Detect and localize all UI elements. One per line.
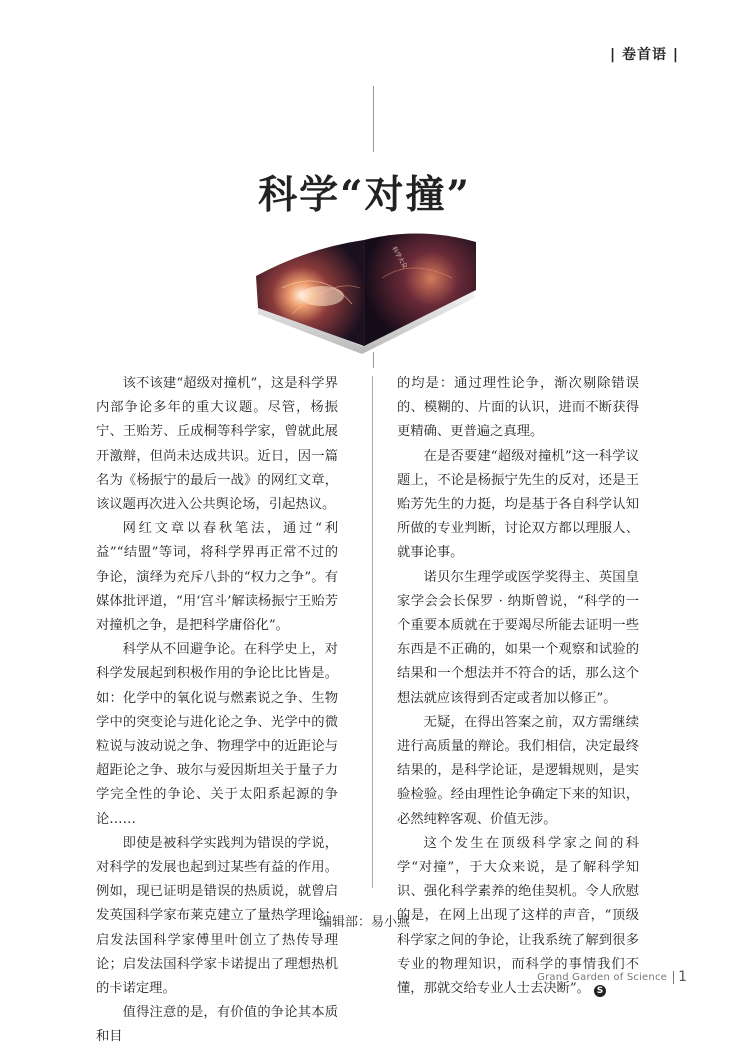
- section-tag: | 卷首语 |: [610, 47, 679, 63]
- paragraph: 即使是被科学实践判为错误的学说，对科学的发展也起到过某些有益的作用。例如，现已证明是错误的热质说，就曾启发英国科学家布莱克建立了量热学理论；启发法国科学家傅里叶创立了热传导理论；启发法国科学家卡诺提出了理想热机的卡诺定理。: [96, 835, 338, 997]
- article-title: 科学“对撞”: [258, 172, 471, 218]
- paragraph: 网红文章以春秋笔法，通过“利益”“结盟”等词，将科学界再正常不过的争论，演绎为充斥八卦的“权力之争”。有媒体批评道，“用‘宫斗’解读杨振宁王贻芳对撞机之争，是把科学庸俗化”。: [96, 521, 338, 634]
- column-separator: [372, 376, 373, 888]
- paragraph: 科学从不回避争论。在科学史上，对科学发展起到积极作用的争论比比皆是。如：化学中的氧化说与燃素说之争、生物学中的突变论与进化论之争、光学中的微粒说与波动说之争、物理学中的近距论与超距论之争、玻尔与爱因斯坦关于量子力学完全性的争论、关于太阳系起源的争论……: [96, 642, 338, 827]
- page-number: 1: [678, 969, 687, 985]
- vertical-rule-top: [373, 86, 374, 152]
- paragraph: 该不该建“超级对撞机”，这是科学界内部争论多年的重大议题。尽管，杨振宁、王贻芳、丘成桐等科学家，曾就此展开激辩，但尚未达成共识。近日，因一篇名为《杨振宁的最后一战》的网红文章，该议题再次进入公共舆论场，引起热议。: [96, 376, 338, 513]
- footer-separator: [673, 971, 674, 984]
- left-column: [96, 372, 338, 1050]
- right-column: [397, 372, 639, 1001]
- paragraph: 诺贝尔生理学或医学奖得主、英国皇家学会会长保罗 · 纳斯曾说，“科学的一个重要本质就在于要竭尽所能去证明一些东西是不正确的，如果一个观察和试验的结果和一个想法并不符合的话，那么这个想法就应该得到否定或者加以修正”。: [397, 569, 639, 706]
- editor-credit: 编辑部：易小燕: [318, 915, 410, 930]
- paragraph-text: 这个发生在顶级科学家之间的科学“对撞”，于大众来说，是了解科学知识、强化科学素养的绝佳契机。令人欣慰的是，在网上出现了这样的声音，“顶级科学家之间的争论，让我系统了解到很多专业的物理知识，而科学的事情我们不懂，那就交给专业人士去决断”。: [397, 835, 639, 997]
- book-illustration: [252, 218, 478, 356]
- end-mark-icon: S: [594, 985, 606, 997]
- footer-journal-name: Grand Garden of Science: [537, 972, 667, 983]
- paragraph-continuation: 的均是：通过理性论争，渐次剔除错误的、模糊的、片面的认识，进而不断获得更精确、更普遍之真理。: [397, 376, 639, 440]
- paragraph: 值得注意的是，有价值的争论其本质和目: [96, 1005, 338, 1045]
- vertical-rule-middle: [373, 352, 374, 368]
- paragraph: 无疑，在得出答案之前，双方需继续进行高质量的辩论。我们相信，决定最终结果的，是科学论证，是逻辑规则，是实验检验。经由理性论争确定下来的知识，必然纯粹客观、价值无涉。: [397, 714, 639, 827]
- book-cover-text: 科学大众: [390, 245, 409, 270]
- paragraph: 在是否要建“超级对撞机”这一科学议题上，不论是杨振宁先生的反对，还是王贻芳先生的力挺，均是基于各自科学认知所做的专业判断，讨论双方都以理服人、就事论事。: [397, 448, 639, 561]
